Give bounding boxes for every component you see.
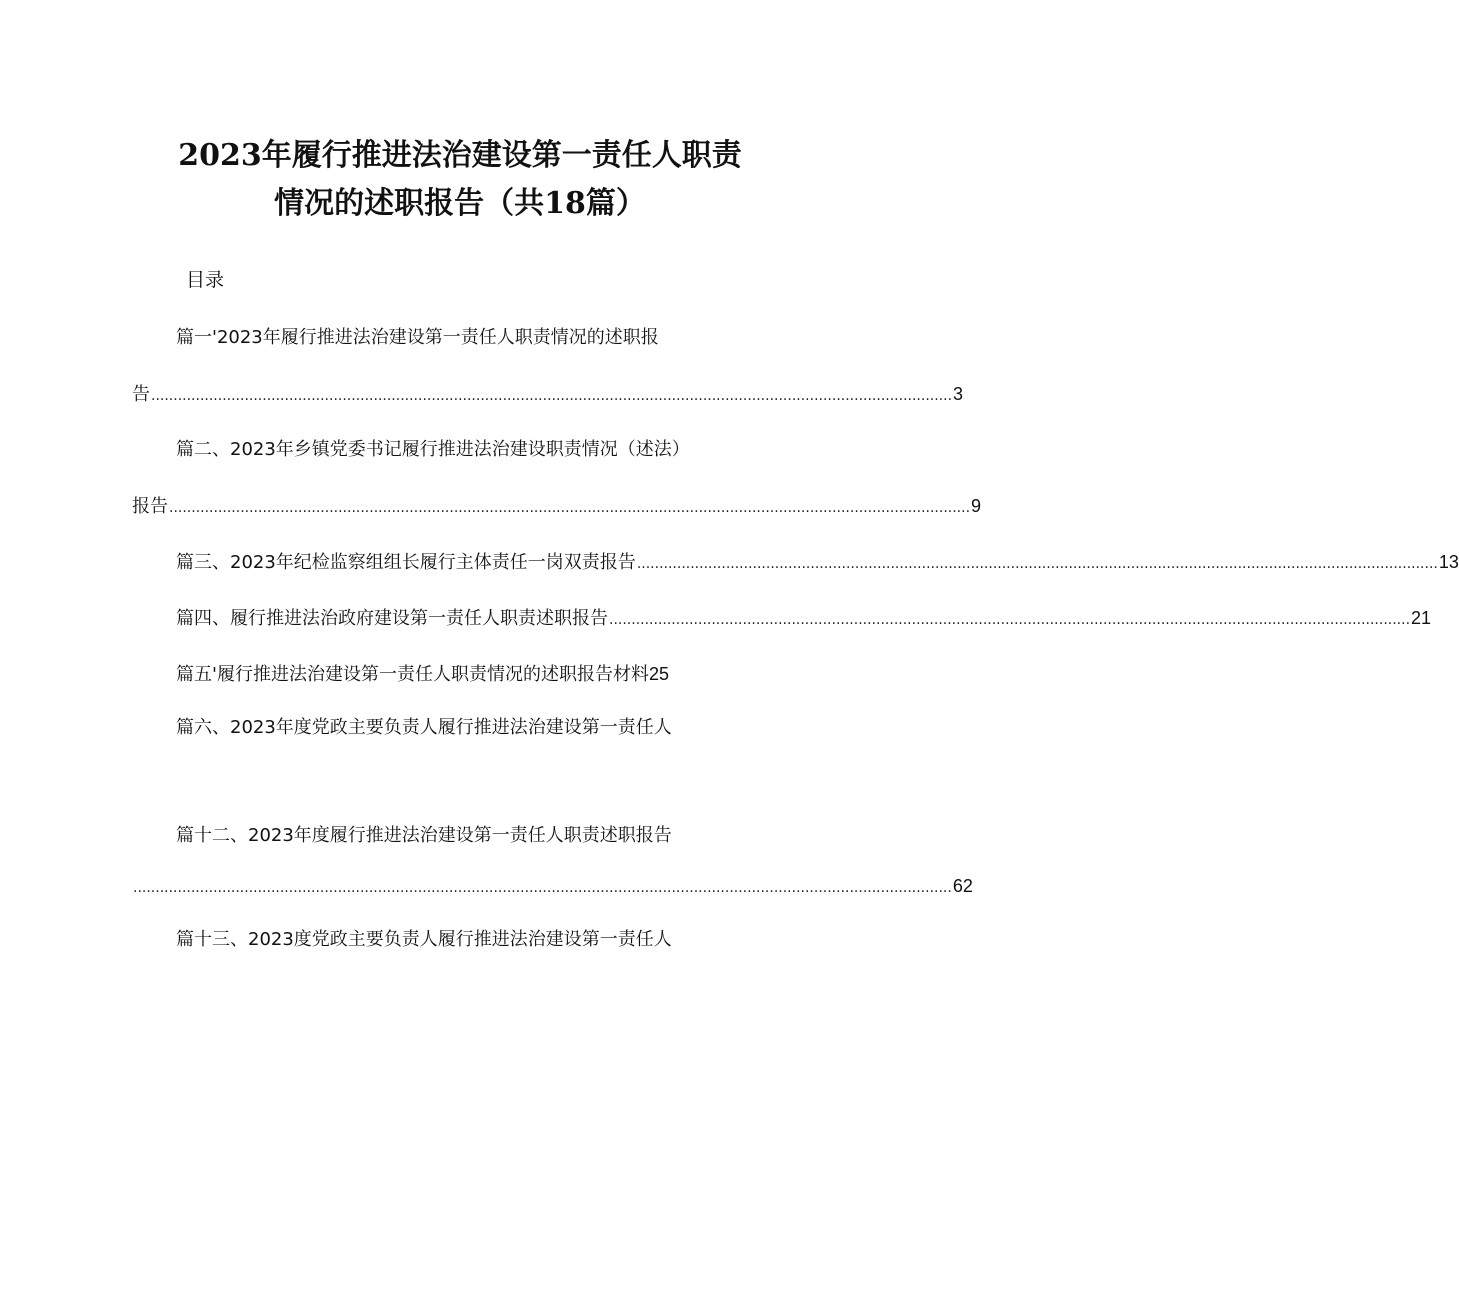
document-title-line-1: 2023年履行推进法治建设第一责任人职责 [178,138,742,173]
toc-entry-5-text: 篇五'履行推进法治建设第一责任人职责情况的述职报告材料 [176,664,649,685]
toc-entry-2-line-1[interactable]: 篇二、2023年乡镇党委书记履行推进法治建设职责情况（述法） [176,439,690,460]
toc-entry-2-leader[interactable] [132,492,982,522]
toc-entry-1-line-1[interactable]: 篇一'2023年履行推进法治建设第一责任人职责情况的述职报 [176,327,659,348]
dot-leader: .................................................................................................................................................................................... [609,612,1411,628]
toc-entry-3-text: 篇三、2023年纪检监察组组长履行主体责任一岗双责报告 [176,552,636,573]
toc-entry-5[interactable] [176,660,770,689]
toc-entry-13[interactable]: 篇十三、2023度党政主要负责人履行推进法治建设第一责任人 [176,929,672,950]
document-title-line-2: 情况的述职报告（共18篇） [274,186,646,221]
toc-entry-3-page: 13 [1438,552,1459,572]
toc-entry-12-leader[interactable] [132,872,973,902]
toc-entry-1-line-2: 告 [132,384,150,405]
toc-entry-5-page: 25 [648,664,669,684]
dot-leader: .................................................................................................................................................................................... [169,500,971,516]
toc-entry-4-text: 篇四、履行推进法治政府建设第一责任人职责述职报告 [176,608,608,629]
dot-leader: ........................................................................................................................................................................................ [133,880,952,896]
toc-entry-12-line-1[interactable]: 篇十二、2023年度履行推进法治建设第一责任人职责述职报告 [176,825,672,846]
toc-entry-1-leader[interactable] [132,380,964,410]
toc-entry-6[interactable]: 篇六、2023年度党政主要负责人履行推进法治建设第一责任人 [176,717,672,738]
toc-entry-1-page: 3 [953,384,964,404]
toc-entry-2-page: 9 [971,496,982,516]
toc-entry-2-line-2: 报告 [132,496,168,517]
dot-leader: .................................................................................................................................................................................... [636,556,1438,572]
toc-entry-4-page: 21 [1411,608,1432,628]
toc-entry-12-page: 62 [952,876,973,896]
toc-entry-3[interactable] [176,548,1459,578]
dot-leader: .................................................................................................................................................................................... [151,388,953,404]
toc-entry-4[interactable] [176,604,1432,634]
toc-heading: 目录 [186,269,225,291]
